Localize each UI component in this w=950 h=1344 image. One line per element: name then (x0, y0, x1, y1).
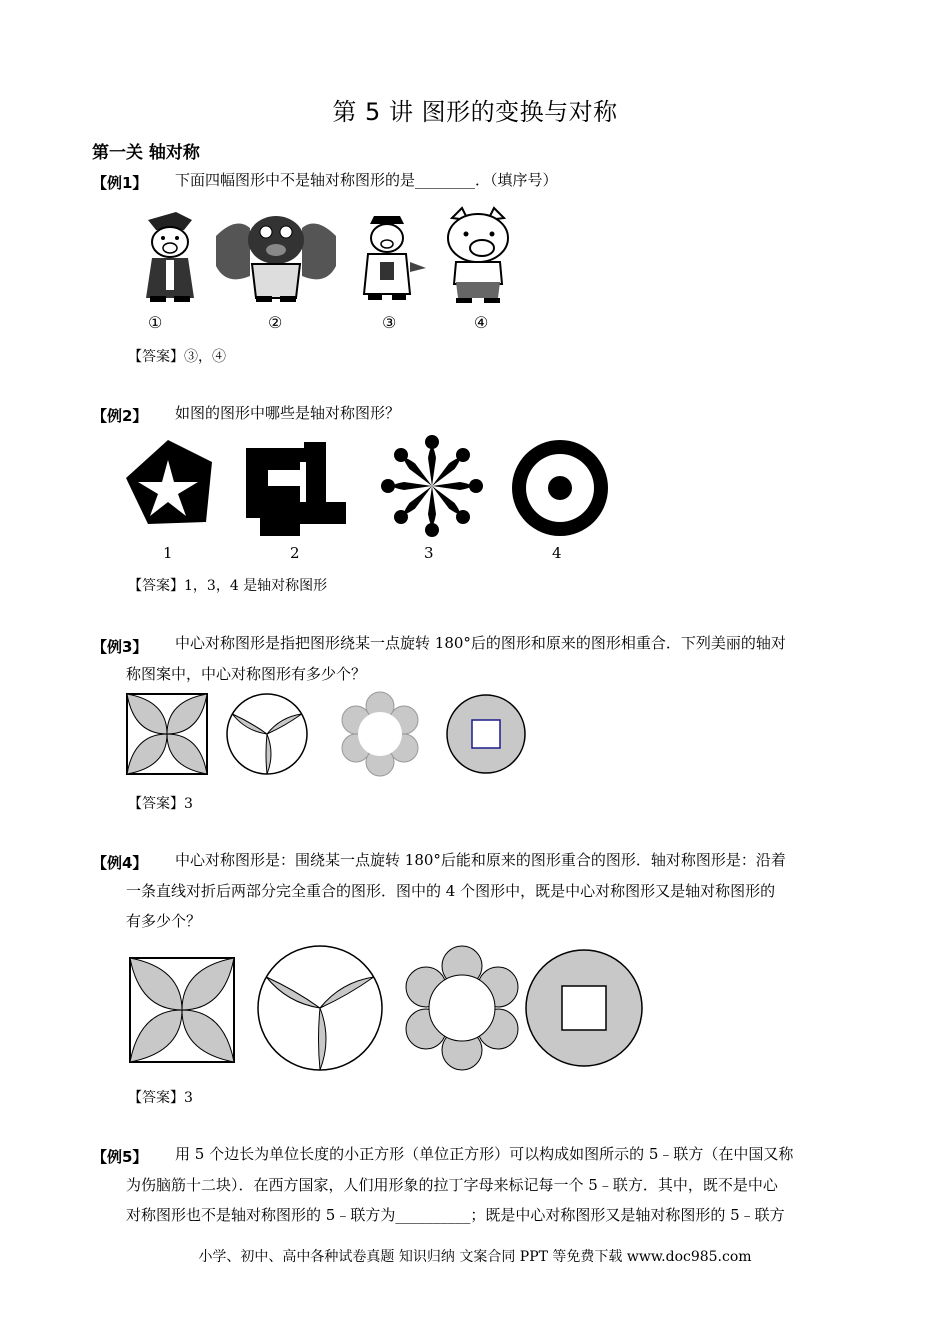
six-petal-flower-shape (342, 692, 418, 776)
example-5-question-line: 对称图形也不是轴对称图形的 5﹣联方为__________；既是中心对称图形又是轴对称图形的 5﹣联方 (126, 1206, 785, 1224)
example-3-figures (126, 693, 536, 783)
coin-square-hole-shape (447, 695, 525, 773)
coin-square-hole-shape (526, 950, 642, 1066)
example-3-label: 【例3】 (92, 638, 148, 656)
page-title: 第 5 讲 图形的变换与对称 (332, 98, 618, 126)
figure-label: 3 (424, 544, 434, 562)
example-2-figures (120, 432, 620, 542)
cartoon-pig-police-icon (146, 212, 194, 302)
figure-label: ③ (382, 313, 397, 332)
cartoon-pig-bat-icon (216, 216, 336, 302)
cartoon-pig-official-icon (364, 216, 426, 300)
example-4-question-line: 有多少个？ (126, 912, 202, 930)
example-4-answer: 【答案】3 (128, 1090, 193, 1106)
example-4-question-line: 一条直线对折后两部分完全重合的图形．图中的 4 个图形中，既是中心对称图形又是轴对称图形的 (126, 882, 776, 900)
figure-label: ④ (474, 313, 489, 332)
square-four-petal-shape (130, 958, 234, 1062)
pentagon-star-shape (126, 440, 212, 524)
example-5-question-line: 用 5 个边长为单位长度的小正方形（单位正方形）可以构成如图所示的 5﹣联方（在中国又称 (175, 1145, 794, 1163)
circle-three-petal-shape (227, 694, 307, 774)
example-3-answer: 【答案】3 (128, 796, 193, 812)
example-3-question-line: 中心对称图形是指把图形绕某一点旋转 180°后的图形和原来的图形相重合．下列美丽的轴对 (175, 634, 786, 652)
example-1-question: 下面四幅图形中不是轴对称图形的是________．（填序号） (175, 171, 558, 189)
six-petal-flower-shape (406, 946, 518, 1070)
example-2-answer: 【答案】1，3，4 是轴对称图形 (128, 578, 328, 594)
example-3-question-line: 称图案中，中心对称图形有多少个？ (126, 665, 367, 683)
square-four-petal-shape (127, 694, 207, 774)
figure-label: 2 (290, 544, 300, 562)
figure-label: ② (268, 313, 283, 332)
cartoon-pig-icon (448, 208, 508, 303)
example-2-label: 【例2】 (92, 407, 148, 425)
example-1-label: 【例1】 (92, 174, 148, 192)
page-footer: 小学、初中、高中各种试卷真题 知识归纳 文案合同 PPT 等免费下载 www.doc985.com (198, 1249, 752, 1265)
example-5-label: 【例5】 (92, 1148, 148, 1166)
interlocking-blocks-shape (246, 442, 346, 536)
example-4-question-line: 中心对称图形是：围绕某一点旋转 180°后能和原来的图形重合的图形．轴对称图形是：沿着 (175, 851, 786, 869)
example-4-figures (128, 946, 648, 1066)
example-1-answer: 【答案】③，④ (128, 349, 226, 365)
figure-label: ① (148, 313, 163, 332)
figure-label: 1 (163, 544, 173, 562)
eight-petal-star-shape (381, 435, 483, 537)
example-2-question: 如图的图形中哪些是轴对称图形？ (175, 404, 401, 422)
section-heading: 第一关 轴对称 (92, 143, 200, 163)
target-circle-shape (512, 440, 608, 536)
example-5-question-line: 为伤脑筋十二块）．在西方国家，人们用形象的拉丁字母来标记每一个 5﹣联方．其中，既不是中心 (126, 1176, 778, 1194)
circle-three-petal-shape (258, 946, 382, 1070)
figure-label: 4 (552, 544, 562, 562)
example-4-label: 【例4】 (92, 854, 148, 872)
